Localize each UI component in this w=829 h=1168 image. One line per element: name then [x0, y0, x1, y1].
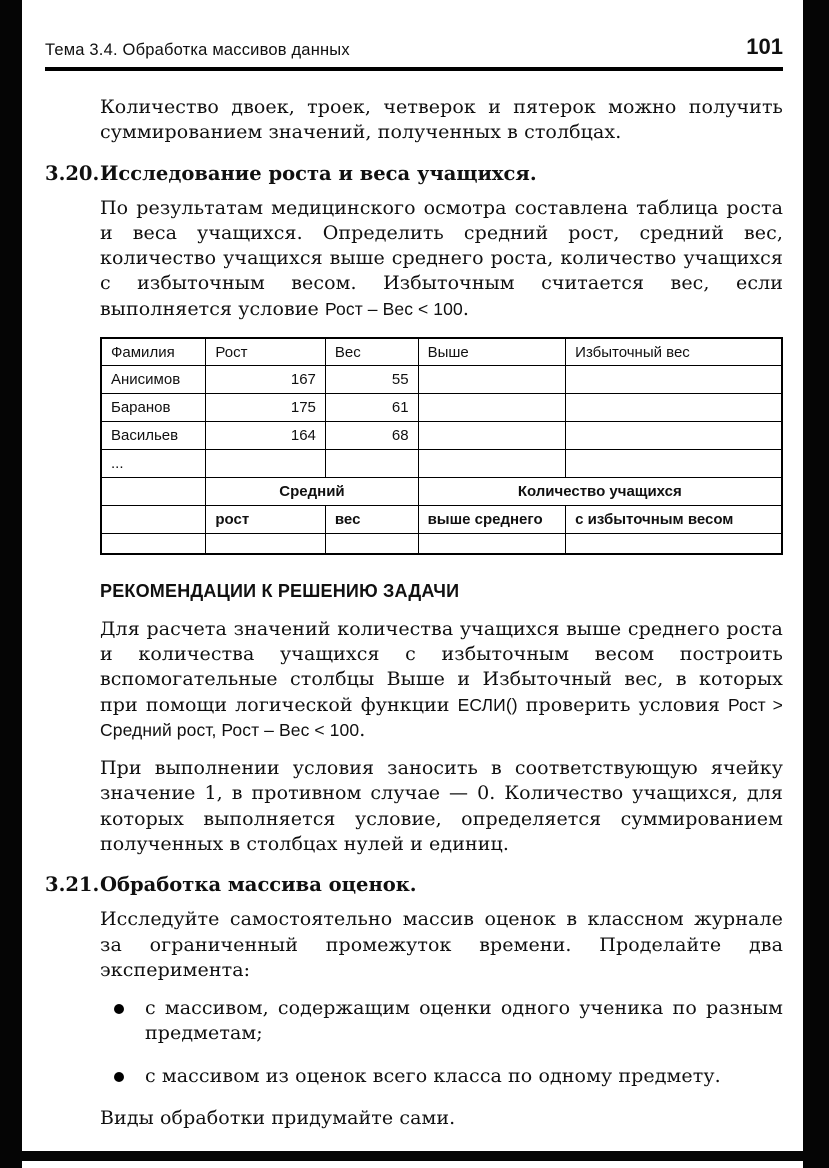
table-cell — [418, 422, 566, 450]
table-cell — [325, 534, 418, 554]
table-header-cell: Рост — [206, 338, 326, 366]
table-summary-row — [101, 478, 782, 506]
table-cell-sublabel: вес — [325, 506, 418, 534]
table-header-row — [101, 338, 782, 366]
header-rule — [45, 67, 783, 71]
list-item-text: с массивом из оценок всего класса по одному предмету. — [145, 1064, 721, 1087]
intro-paragraph: Количество двоек, троек, четверок и пятерок можно получить суммированием значений, полученных в столбцах. — [100, 96, 783, 144]
section-3-21-paragraph: Исследуйте самостоятельно массив оценок в классном журнале за ограниченный промежуток времени. Проделайте два эксперимента: — [100, 908, 783, 981]
table-row — [101, 450, 782, 478]
students-table — [100, 337, 783, 555]
table-cell — [566, 366, 782, 394]
section-3-21-heading — [45, 873, 783, 896]
table-cell-count-label: Количество учащихся — [418, 478, 782, 506]
table-row — [101, 394, 782, 422]
table-cell — [418, 450, 566, 478]
list-item — [100, 1064, 783, 1089]
experiments-list — [100, 996, 783, 1089]
table-cell: Анисимов — [101, 366, 206, 394]
table-row — [101, 366, 782, 394]
page-number: 101 — [746, 34, 783, 59]
table-cell-sublabel: выше среднего — [418, 506, 566, 534]
page-content — [22, 0, 803, 1150]
page-body — [45, 95, 783, 1131]
running-header — [45, 34, 783, 60]
table-header-cell: Избыточный вес — [566, 338, 782, 366]
table-cell: ... — [101, 450, 206, 478]
table-header-cell: Вес — [325, 338, 418, 366]
recommendations-paragraph-2: При выполнении условия заносить в соответствующую ячейку значение 1, в противном случае — 0. Количество учащихся, для которых выполняется условие, определяется суммированием полученных в столбцах нулей и единиц. — [100, 757, 783, 855]
table-cell: 55 — [325, 366, 418, 394]
table-cell: 164 — [206, 422, 326, 450]
table-cell: 68 — [325, 422, 418, 450]
table-cell: 167 — [206, 366, 326, 394]
section-3-20-number: 3.20. — [45, 161, 100, 185]
table-cell — [101, 478, 206, 506]
list-item — [100, 996, 783, 1047]
section-3-21-number: 3.21. — [45, 873, 100, 897]
table-header-cell: Выше — [418, 338, 566, 366]
list-item-text: с массивом, содержащим оценки одного ученика по разным предметам; — [145, 997, 783, 1045]
section-3-20-title: Исследование роста и веса учащихся. — [100, 161, 537, 185]
table-empty-row — [101, 534, 782, 554]
table-cell: Васильев — [101, 422, 206, 450]
table-cell — [566, 534, 782, 554]
closing-paragraph: Виды обработки придумайте сами. — [100, 1106, 456, 1129]
table-cell — [101, 506, 206, 534]
table-cell — [566, 422, 782, 450]
recommendations-heading: РЕКОМЕНДАЦИИ К РЕШЕНИЮ ЗАДАЧИ — [100, 580, 460, 601]
table-cell — [566, 394, 782, 422]
table-cell — [325, 450, 418, 478]
table-cell — [418, 366, 566, 394]
bullet-icon — [114, 1072, 124, 1082]
section-3-20-heading — [45, 162, 783, 185]
table-header-cell: Фамилия — [101, 338, 206, 366]
table-cell — [418, 394, 566, 422]
table-cell-sublabel: рост — [206, 506, 326, 534]
table-cell — [206, 450, 326, 478]
running-header-title: Тема 3.4. Обработка массивов данных — [45, 41, 350, 59]
scan-edge-right — [803, 0, 829, 1168]
table-cell: 175 — [206, 394, 326, 422]
scan-edge-bottom — [0, 1151, 829, 1161]
table-row — [101, 422, 782, 450]
bullet-icon — [114, 1004, 124, 1014]
table-cell — [101, 534, 206, 554]
table-cell-sublabel: с избыточным весом — [566, 506, 782, 534]
table-cell: Баранов — [101, 394, 206, 422]
recommendations-paragraph-1: Для расчета значений количества учащихся выше среднего роста и количества учащихся с избыточным весом построить вспомогательные столбцы Выше и Избыточный вес, в которых при помощи логической функции ЕСЛИ() проверить условия Рост > Средний рост, Рост – Вес < 100. — [100, 617, 783, 741]
table-sublabel-row — [101, 506, 782, 534]
table-cell: 61 — [325, 394, 418, 422]
table-cell — [418, 534, 566, 554]
table-cell — [206, 534, 326, 554]
section-3-20-paragraph: По результатам медицинского осмотра составлена таблица роста и веса учащихся. Определить средний рост, средний вес, количество учащихся выше среднего роста, количество учащихся с избыточным весом. Избыточным считается вес, если выполняется условие Рост – Вес < 100. — [100, 196, 783, 320]
table-cell-average-label: Средний — [206, 478, 418, 506]
table-cell — [566, 450, 782, 478]
section-3-21-title: Обработка массива оценок. — [100, 873, 417, 897]
scan-edge-left — [0, 0, 22, 1168]
